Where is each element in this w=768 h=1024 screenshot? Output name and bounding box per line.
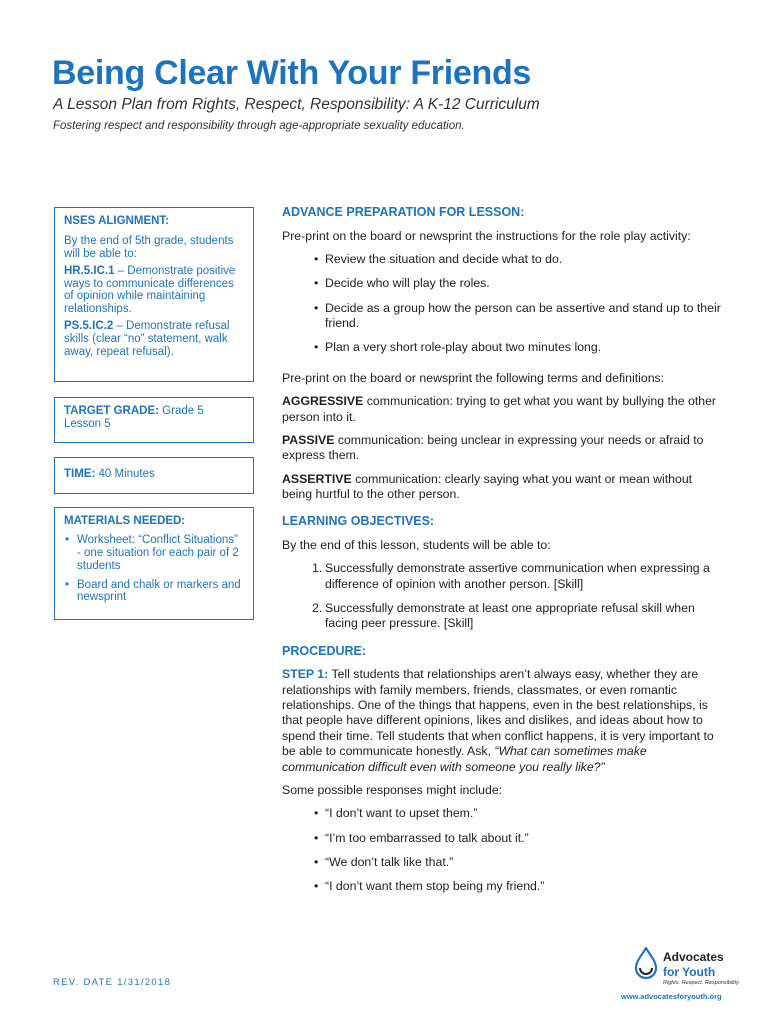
objective-item bbox=[282, 601, 722, 632]
term-definition bbox=[282, 433, 722, 464]
response-item: • “I don’t want to upset them.” bbox=[282, 806, 722, 821]
term: AGGRESSIVE bbox=[282, 394, 364, 409]
response-item: • “We don’t talk like that.” bbox=[282, 855, 722, 870]
materials-heading: MATERIALS NEEDED: bbox=[64, 515, 186, 527]
target-grade-box bbox=[54, 397, 254, 443]
nses-intro: By the end of 5th grade, students will be able to: bbox=[64, 234, 234, 260]
prep-heading: ADVANCE PREPARATION FOR LESSON: bbox=[282, 205, 525, 219]
nses-code: PS.5.IC.2 bbox=[64, 320, 114, 333]
step-1 bbox=[282, 667, 722, 775]
step-text: Tell students that relationships aren’t always easy, whether they are relationships with family members, friends, classmates, or even romantic relationships. One of the things that happens, even in the best relationships, is that people have different opinions, likes and dislikes, and ideas about how to spend their time. Tell students that when conflict happens, it is very important to be able to communicate honestly. Ask, bbox=[282, 667, 714, 759]
time-label: TIME: bbox=[64, 468, 96, 480]
objective-item bbox=[282, 561, 722, 592]
page-title: Being Clear With Your Friends bbox=[52, 54, 532, 92]
prep-item: • Plan a very short role-play about two minutes long. bbox=[282, 340, 722, 355]
prep-intro: Pre-print on the board or newsprint the instructions for the role play activity: bbox=[282, 228, 691, 243]
objective-text: Successfully demonstrate at least one appropriate refusal skill when facing peer pressure. [Skill] bbox=[325, 601, 695, 631]
procedure-heading: PROCEDURE: bbox=[282, 643, 367, 658]
revision-date: REV. DATE 1/31/2018 bbox=[53, 977, 172, 988]
term-definition bbox=[282, 394, 722, 425]
nses-item bbox=[64, 265, 244, 317]
objective-number: 1. bbox=[312, 561, 323, 576]
materials-item: • Worksheet: “Conflict Situations” - one situation for each pair of 2 students bbox=[64, 534, 244, 573]
step-quote: “What can sometimes make communication difficult even with someone you really like?” bbox=[282, 744, 647, 774]
response-item: • “I’m too embarrassed to talk about it.” bbox=[282, 831, 722, 846]
term-definition bbox=[282, 472, 722, 503]
materials-box bbox=[54, 507, 254, 620]
definition: communication: being unclear in expressing your needs or afraid to express them. bbox=[282, 432, 704, 463]
prep-list bbox=[282, 252, 722, 356]
definition: communication: trying to get what you want by bullying the other person into it. bbox=[282, 394, 717, 424]
logo-tagline: Rights. Respect. Responsibility. bbox=[663, 980, 740, 986]
objective-text: Successfully demonstrate assertive communication when expressing a difference of opinion with another person. [Skill] bbox=[325, 561, 710, 591]
main-content bbox=[282, 205, 722, 904]
response-item: • “I don’t want them stop being my friend.” bbox=[282, 879, 722, 894]
subtitle: A Lesson Plan from Rights, Respect, Responsibility: A K-12 Curriculum bbox=[53, 96, 540, 113]
nses-heading: NSES ALIGNMENT: bbox=[64, 215, 169, 227]
term: PASSIVE bbox=[282, 432, 335, 447]
materials-list bbox=[64, 534, 244, 604]
objectives-heading: LEARNING OBJECTIVES: bbox=[282, 514, 435, 529]
prep-intro-2: Pre-print on the board or newsprint the following terms and definitions: bbox=[282, 370, 665, 385]
nses-item bbox=[64, 320, 244, 359]
objectives-intro: By the end of this lesson, students will be able to: bbox=[282, 537, 551, 552]
time-value: 40 Minutes bbox=[95, 468, 155, 480]
logo-line-1: Advocates bbox=[663, 950, 724, 964]
prep-item: • Decide as a group how the person can be assertive and stand up to their friend. bbox=[282, 301, 722, 332]
nses-code: HR.5.IC.1 bbox=[64, 264, 115, 277]
prep-item: • Decide who will play the roles. bbox=[282, 276, 722, 291]
definition: communication: clearly saying what you want or mean without being hurtful to the other person. bbox=[282, 471, 693, 501]
step-label: STEP 1: bbox=[282, 667, 329, 682]
time-box bbox=[54, 457, 254, 494]
objective-number: 2. bbox=[312, 601, 323, 615]
website-url[interactable]: www.advocatesforyouth.org bbox=[621, 992, 722, 1001]
grade-value: Grade 5 bbox=[158, 405, 204, 417]
tagline: Fostering respect and responsibility through age-appropriate sexuality education. bbox=[53, 120, 465, 132]
water-drop-logo-icon bbox=[633, 947, 659, 981]
responses-list bbox=[282, 806, 722, 894]
prep-item: • Review the situation and decide what to do. bbox=[282, 252, 722, 267]
nses-text: – Demonstrate positive ways to communicate differences of opinion while maintaining relationships. bbox=[64, 264, 236, 316]
nses-alignment-box bbox=[54, 207, 254, 382]
responses-intro: Some possible responses might include: bbox=[282, 782, 503, 797]
lesson-number: Lesson 5 bbox=[64, 417, 111, 430]
logo-line-2: for Youth bbox=[663, 965, 716, 979]
materials-item: • Board and chalk or markers and newsprint bbox=[64, 579, 244, 605]
grade-label: TARGET GRADE: bbox=[64, 405, 159, 417]
objectives-list bbox=[282, 561, 722, 631]
nses-text: – Demonstrate refusal skills (clear “no” statement, walk away, repeat refusal). bbox=[64, 320, 230, 358]
term: ASSERTIVE bbox=[282, 471, 352, 486]
